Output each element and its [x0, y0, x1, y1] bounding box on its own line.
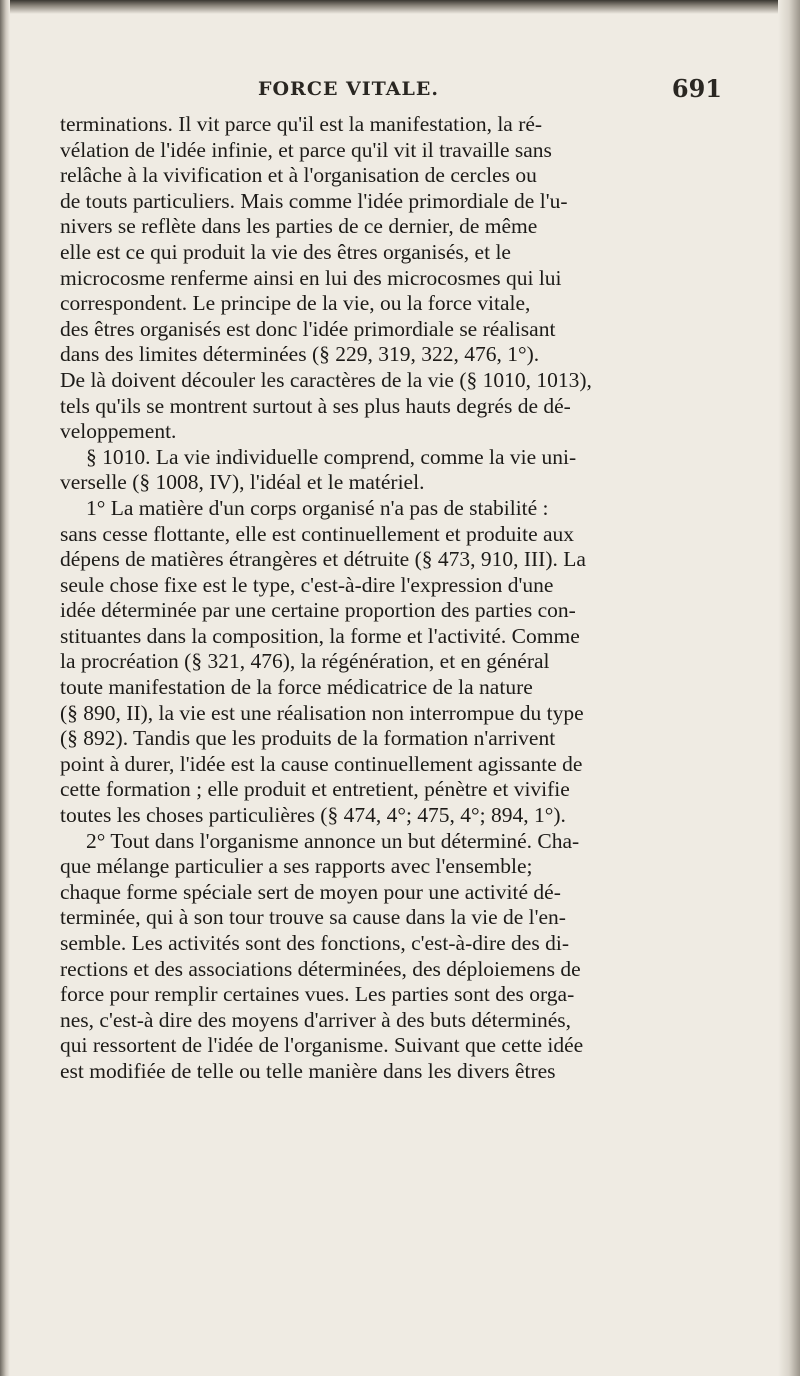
text-line: qui ressortent de l'idée de l'organisme. Suivant que cette idée	[60, 1033, 584, 1058]
paragraph-start-line: 2° Tout dans l'organisme annonce un but déterminé. Cha-	[86, 828, 580, 853]
page-edge-right	[778, 0, 800, 1376]
text-line: (§ 890, II), la vie est une réalisation non interrompue du type	[60, 700, 584, 725]
text-line: seule chose fixe est le type, c'est-à-dire l'expression d'une	[60, 572, 554, 597]
text-line: sans cesse flottante, elle est continuellement et produite aux	[60, 521, 575, 546]
running-head	[60, 76, 728, 112]
text-line: tels qu'ils se montrent surtout à ses plus hauts degrés de dé-	[60, 393, 571, 418]
text-line: elle est ce qui produit la vie des êtres organisés, et le	[60, 239, 511, 264]
text-line: est modifiée de telle ou telle manière dans les divers êtres	[60, 1058, 556, 1083]
paragraph-start-line: 1° La matière d'un corps organisé n'a pas de stabilité :	[86, 495, 549, 520]
text-line: verselle (§ 1008, IV), l'idéal et le matériel.	[60, 470, 425, 495]
text-line: De là doivent découler les caractères de la vie (§ 1010, 1013),	[60, 367, 592, 392]
text-line: rections et des associations déterminées, des déploiemens de	[60, 956, 581, 981]
text-line: dans des limites déterminées (§ 229, 319, 322, 476, 1°).	[60, 342, 540, 367]
text-line: nes, c'est-à dire des moyens d'arriver à des buts déterminés,	[60, 1007, 572, 1032]
text-line: (§ 892). Tandis que les produits de la formation n'arrivent	[60, 726, 556, 751]
page-number: 691	[671, 74, 722, 103]
text-line: vélation de l'idée infinie, et parce qu'il vit il travaille sans	[60, 137, 552, 162]
text-line: idée déterminée par une certaine proportion des parties con-	[60, 598, 576, 623]
text-line: veloppement.	[60, 419, 177, 444]
text-line: semble. Les activités sont des fonctions, c'est-à-dire des di-	[60, 931, 569, 955]
text-line: chaque forme spéciale sert de moyen pour une activité dé-	[60, 879, 561, 904]
paragraph-start-line: § 1010. La vie individuelle comprend, comme la vie uni-	[86, 444, 577, 469]
page-edge-left	[0, 0, 10, 1376]
text-line: terminée, qui à son tour trouve sa cause dans la vie de l'en-	[60, 905, 566, 930]
text-line: que mélange particulier a ses rapports avec l'ensemble;	[60, 854, 533, 879]
text-line: force pour remplir certaines vues. Les parties sont des orga-	[60, 982, 575, 1007]
text-line: relâche à la vivification et à l'organisation de cercles ou	[60, 163, 537, 188]
text-line: stituantes dans la composition, la forme et l'activité. Comme	[60, 623, 580, 648]
text-line: nivers se reflète dans les parties de ce dernier, de même	[60, 214, 538, 239]
running-title: FORCE VITALE.	[258, 78, 439, 100]
book-page	[60, 76, 728, 1085]
text-line: toute manifestation de la force médicatrice de la nature	[60, 675, 533, 700]
text-line: microcosme renferme ainsi en lui des microcosmes qui lui	[60, 265, 562, 290]
text-line: dépens de matières étrangères et détruite (§ 473, 910, III). La	[60, 547, 586, 572]
text-line: correspondent. Le principe de la vie, ou la force vitale,	[60, 291, 531, 316]
text-line: la procréation (§ 321, 476), la régénération, et en général	[60, 649, 550, 674]
text-line: point à durer, l'idée est la cause continuellement agissante de	[60, 751, 583, 776]
text-line: des êtres organisés est donc l'idée primordiale se réalisant	[60, 316, 556, 341]
text-line: toutes les choses particulières (§ 474, 4°; 475, 4°; 894, 1°).	[60, 803, 566, 828]
text-line: cette formation ; elle produit et entretient, pénètre et vivifie	[60, 777, 570, 802]
text-line: terminations. Il vit parce qu'il est la manifestation, la ré-	[60, 112, 543, 136]
body-text	[60, 112, 728, 1085]
text-line: de touts particuliers. Mais comme l'idée primordiale de l'u-	[60, 188, 568, 213]
page-edge-top	[0, 0, 800, 14]
